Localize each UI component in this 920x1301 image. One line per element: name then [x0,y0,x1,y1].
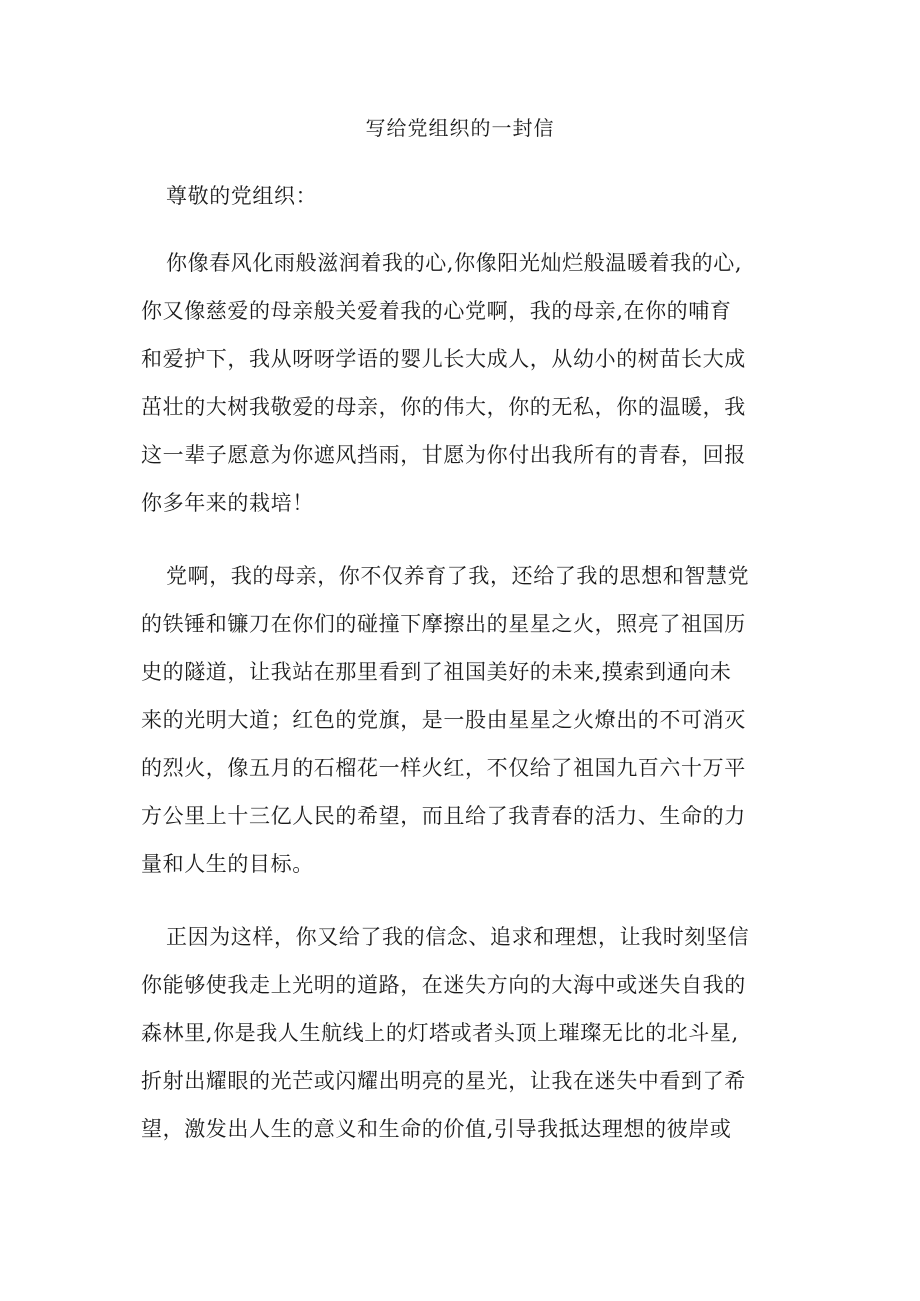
paragraph-line: 茁壮的大树我敬爱的母亲，你的伟大，你的无私，你的温暖，我 [141,395,746,419]
paragraph-line: 你能够使我走上光明的道路，在迷失方向的大海中或迷失自我的 [141,973,746,997]
document-title: 写给党组织的一封信 [365,116,555,140]
paragraph-line: 方公里上十三亿人民的希望，而且给了我青春的活力、生命的力 [141,804,746,828]
paragraph-line: 量和人生的目标。 [141,852,314,876]
paragraph-line: 正因为这样，你又给了我的信念、追求和理想，让我时刻坚信 [166,925,750,949]
paragraph-line: 望，激发出人生的意义和生命的价值,引导我抵达理想的彼岸或 [141,1117,732,1141]
paragraph-line: 来的光明大道；红色的党旗，是一股由星星之火燎出的不可消灭 [141,708,746,732]
salutation: 尊敬的党组织： [166,184,318,208]
paragraph-line: 你多年来的栽培！ [141,491,314,515]
paragraph-line: 森林里,你是我人生航线上的灯塔或者头顶上璀璨无比的北斗星, [141,1021,739,1045]
paragraph-line: 你像春风化雨般滋润着我的心,你像阳光灿烂般温暖着我的心, [166,251,743,275]
paragraph-line: 党啊，我的母亲，你不仅养育了我，还给了我的思想和智慧党 [166,564,750,588]
paragraph-line: 史的隧道，让我站在那里看到了祖国美好的未来,摸索到通向未 [141,660,732,684]
paragraph-line: 和爱护下，我从呀呀学语的婴儿长大成人，从幼小的树苗长大成 [141,347,746,371]
paragraph-line: 这一辈子愿意为你遮风挡雨，甘愿为你付出我所有的青春，回报 [141,443,746,467]
paragraph-line: 你又像慈爱的母亲般关爱着我的心党啊，我的母亲,在你的哺育 [141,299,732,323]
paragraph-line: 的铁锤和镰刀在你们的碰撞下摩擦出的星星之火，照亮了祖国历 [141,612,746,636]
paragraph-line: 折射出耀眼的光芒或闪耀出明亮的星光，让我在迷失中看到了希 [141,1069,746,1093]
paragraph-line: 的烈火，像五月的石榴花一样火红，不仅给了祖国九百六十万平 [141,756,746,780]
